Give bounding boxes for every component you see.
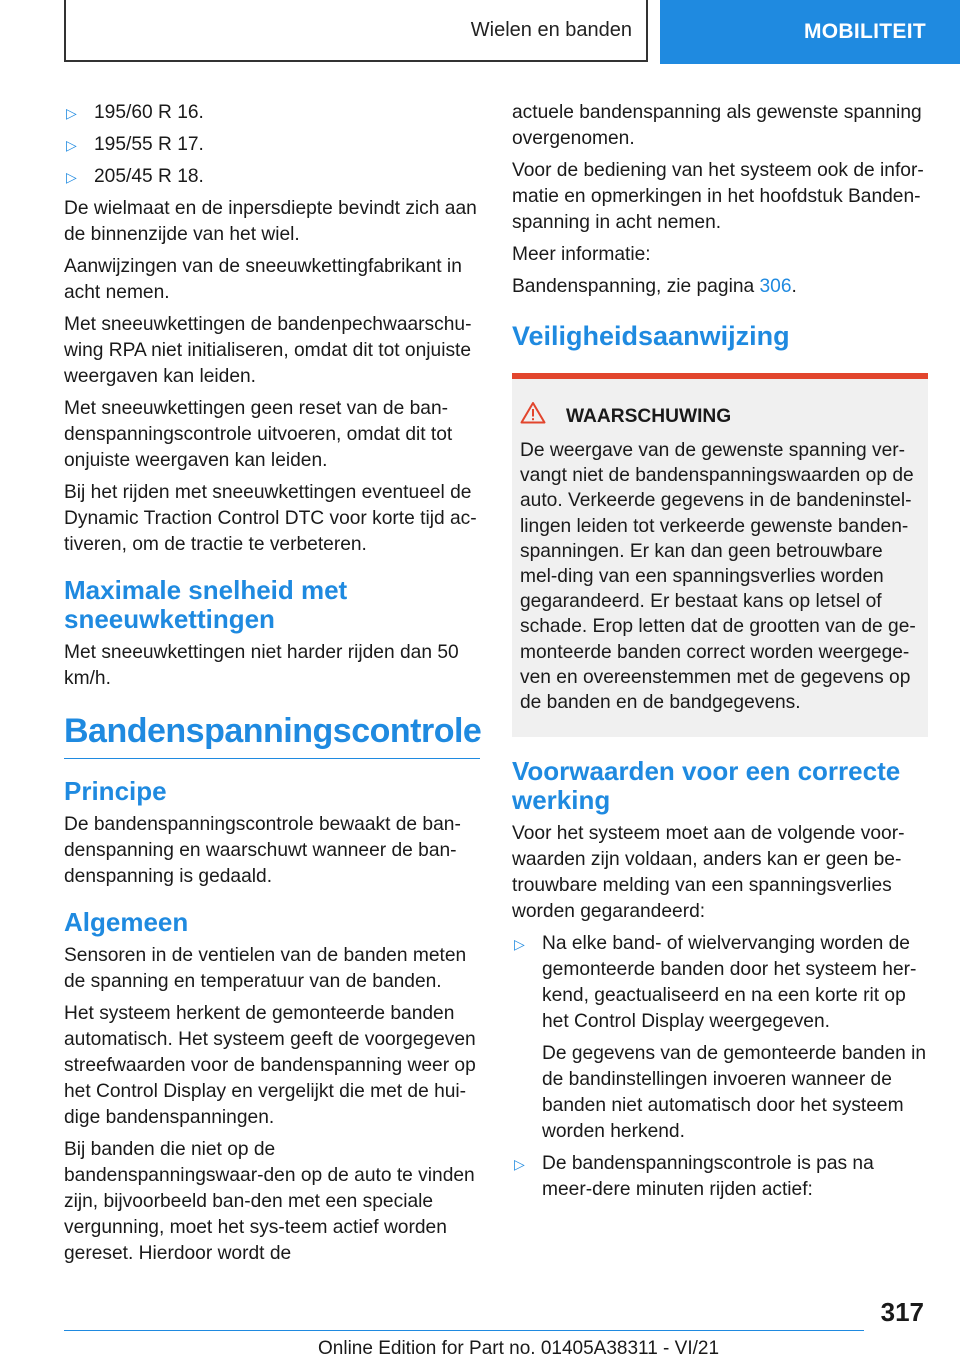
- body-paragraph: Het systeem herkent de gemonteerde banden automatisch. Het systeem geeft de voorgegeven streefwaarden voor de bandenspanning weer op het Control Display en vergelijkt die met de hui-dige bandenspanningen.: [64, 1003, 476, 1128]
- triangle-bullet-icon: ▷: [66, 105, 77, 121]
- triangle-bullet-icon: ▷: [514, 936, 525, 953]
- list-item: ▷ 195/55 R 17.: [64, 132, 480, 158]
- conditions-heading: Voorwaarden voor een correcte werking: [512, 756, 901, 816]
- body-paragraph: Sensoren in de ventielen van de banden meten de spanning en temperatuur van de banden.: [64, 945, 467, 992]
- reference-text: Bandenspanning, zie pagina: [512, 276, 760, 297]
- safety-heading: Veiligheidsaanwijzing: [512, 321, 790, 351]
- list-item: ▷ 195/60 R 16.: [64, 100, 480, 126]
- triangle-bullet-icon: ▷: [66, 169, 77, 185]
- max-speed-heading: Maximale snelheid met sneeuwkettingen: [64, 575, 348, 634]
- chapter-tab[interactable]: MOBILITEIT: [660, 0, 960, 64]
- conditions-list: [512, 931, 928, 1203]
- body-paragraph: Met sneeuwkettingen niet harder rijden dan 50 km/h.: [64, 642, 459, 689]
- warning-title-row: [520, 401, 920, 432]
- left-column: [64, 100, 480, 1273]
- chapter-heading: Bandenspanningscontrole: [64, 710, 480, 759]
- right-column: [512, 100, 928, 1209]
- triangle-bullet-icon: ▷: [66, 137, 77, 153]
- reference-paragraph: [512, 274, 928, 300]
- body-paragraph: Met sneeuwkettingen de bandenpechwaarschu-wing RPA niet initialiseren, omdat dit tot onjuiste weergaven kan leiden.: [64, 314, 472, 387]
- general-heading: Algemeen: [64, 907, 189, 937]
- reference-end: .: [791, 276, 797, 297]
- list-item: ▷ Na elke band- of wielvervanging worden de gemonteerde banden door het systeem her-kend, geactualiseerd en na een korte rit op het Control Display weergegeven. De gegevens van de gemonteerde banden in de bandinstellingen invoeren wanneer de banden niet automatisch door het systeem worden herkend.: [514, 933, 927, 1143]
- body-paragraph: Bij banden die niet op de bandenspanningswaar-den op de auto te vinden zijn, bijvoorbeeld ban-den met een speciale vergunning, moet het sys-teem actief worden gereset. Hierdoor wordt de: [64, 1139, 475, 1264]
- body-paragraph: Bij het rijden met sneeuwkettingen eventueel de Dynamic Traction Control DTC voor korte tijd ac-tiveren, om de tractie te verbeteren.: [64, 482, 477, 555]
- body-paragraph: Voor het systeem moet aan de volgende voor-waarden zijn voldaan, anders kan er geen be-trouwbare melding van een spanningsverlies worden gegarandeerd:: [512, 823, 905, 923]
- body-paragraph: De bandenspanningscontrole bewaakt de ban-denspanning en waarschuwt wanneer de ban-denspanning is gedaald.: [64, 814, 461, 887]
- body-paragraph: Meer informatie:: [512, 244, 651, 265]
- warning-title: WAARSCHUWING: [566, 405, 732, 427]
- body-paragraph: De wielmaat en de inpersdiepte bevindt zich aan de binnenzijde van het wiel.: [64, 198, 477, 245]
- principle-heading: Principe: [64, 776, 167, 806]
- warning-text: De weergave van de gewenste spanning ver-vangt niet de bandenspanningswaarden op de auto. Verkeerde gegevens in de bandeninstel-lingen leiden tot verkeerde gewenste banden-spanningen. Er kan dan geen betrouwbare mel-ding van een spanningsverlies worden gegarandeerd. Er bestaat kans op letsel of schade. Erop letten dat de grootten van de ge-monteerde banden correct worden weergege-ven en overeenstemmen met de gegevens op de banden en de bandgegevens.: [520, 440, 916, 714]
- page-header: [0, 0, 960, 66]
- footer-divider: [64, 1330, 864, 1331]
- page-reference-link[interactable]: 306: [759, 276, 792, 297]
- page-number: 317: [880, 1297, 924, 1327]
- body-paragraph: Aanwijzingen van de sneeuwkettingfabrikant in acht nemen.: [64, 256, 462, 303]
- warning-triangle-icon: [520, 401, 566, 432]
- tire-size-list: [64, 100, 480, 190]
- body-paragraph: Voor de bediening van het systeem ook de infor-matie en opmerkingen in het hoofdstuk Banden-spanning in acht nemen.: [512, 160, 924, 233]
- list-item: ▷ 205/45 R 18.: [64, 164, 480, 190]
- warning-box: [512, 373, 928, 737]
- edition-text: Online Edition for Part no. 01405A38311 - VI/21: [318, 1338, 720, 1359]
- section-tab[interactable]: Wielen en banden: [64, 0, 648, 62]
- body-paragraph: Met sneeuwkettingen geen reset van de ban-denspanningscontrole uitvoeren, omdat dit tot onjuiste weergaven kan leiden.: [64, 398, 453, 471]
- list-item: ▷ De bandenspanningscontrole is pas na meer-dere minuten rijden actief:: [514, 1153, 874, 1201]
- body-paragraph: actuele bandenspanning als gewenste spanning overgenomen.: [512, 102, 922, 149]
- triangle-bullet-icon: ▷: [514, 1156, 525, 1173]
